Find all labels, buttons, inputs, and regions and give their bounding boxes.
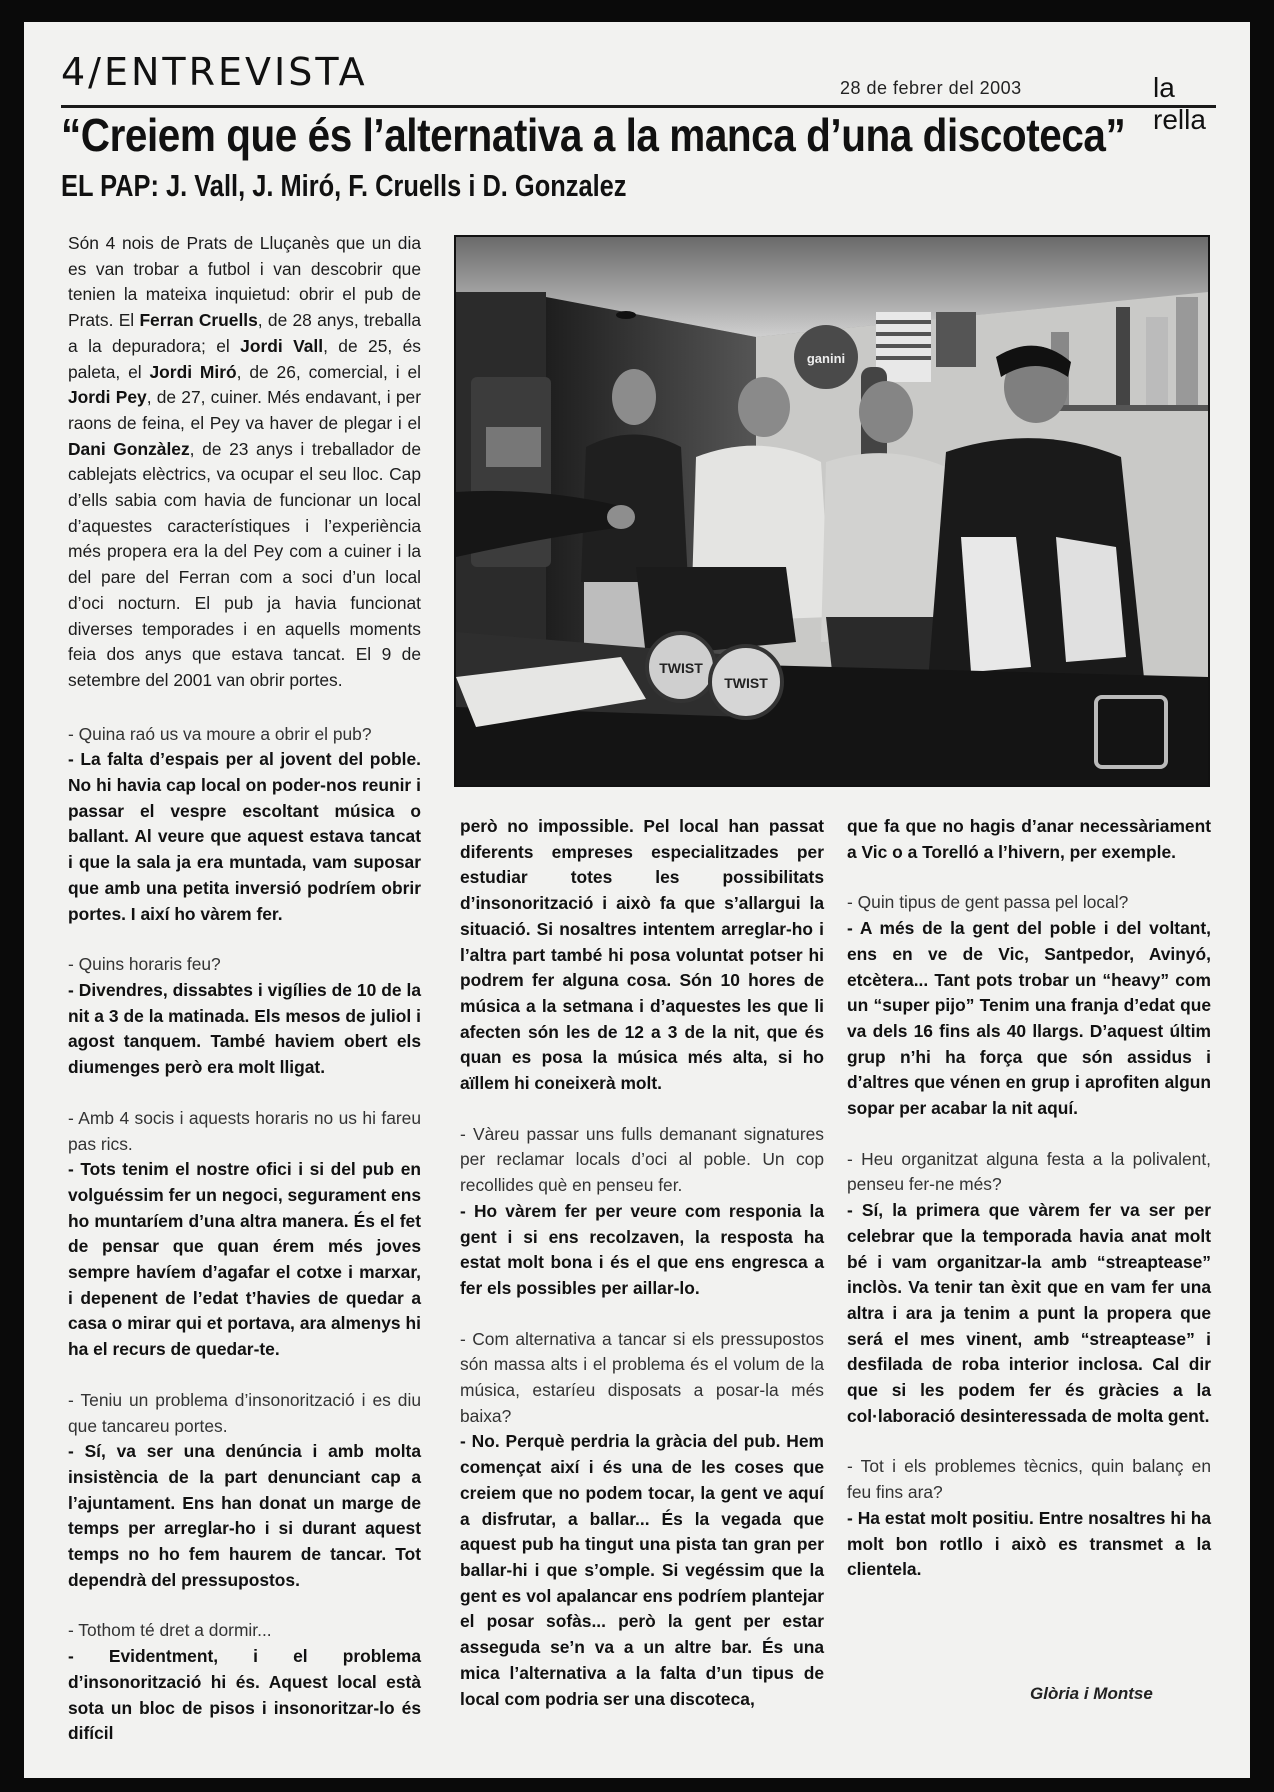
qa-block bbox=[847, 1147, 1211, 1430]
name-jordi-pey: Jordi Pey bbox=[68, 387, 147, 408]
wall-panel bbox=[936, 312, 976, 367]
photo-illustration bbox=[456, 237, 1208, 785]
section-label: 4/ENTREVISTA bbox=[61, 50, 368, 94]
answer: - Ho vàrem fer per veure com responia la gent i si ens recolzaven, la resposta ha estat molt bona i és el que ens engresca a fer els possibles per aillar-lo. bbox=[460, 1200, 824, 1298]
question: - Teniu un problema d’insonorització i es diu que tancareu portes. bbox=[68, 1389, 421, 1436]
qa-block bbox=[847, 890, 1211, 1121]
column-2 bbox=[460, 814, 824, 1737]
qa-block bbox=[68, 722, 421, 928]
headline: “Creiem que és l’alternativa a la manca d’una discoteca” bbox=[61, 109, 1126, 161]
question: - Tothom té dret a dormir... bbox=[68, 1620, 272, 1641]
person-1-head bbox=[612, 369, 656, 425]
person-3-head bbox=[859, 381, 913, 443]
question: - Quin tipus de gent passa pel local? bbox=[847, 892, 1129, 913]
qa-block bbox=[68, 1106, 421, 1363]
twist-cap-1-label: TWIST bbox=[659, 660, 703, 676]
name-jordi-miro: Jordi Miró bbox=[149, 361, 237, 382]
answer: - A més de la gent del poble i del voltant, ens en ve de Vic, Santpedor, Avinyó, etcètera... Tant pots trobar un “heavy” com un “super pijo” Tenim una franja d’edat que va dels 16 fins als 40 llargs. D’aquest últim grup n’hi ha força que són assidus i d’altres que vénen en grup i aprofiten algun sopar per acabar la nit aquí. bbox=[847, 918, 1211, 1119]
qa-block bbox=[68, 952, 421, 1081]
question: - Amb 4 socis i aquests horaris no us hi fareu pas rics. bbox=[68, 1107, 421, 1154]
answer: - Tots tenim el nostre ofici i si del pub en volguéssim fer un negoci, segurament ens ho muntaríem d’una altra manera. És el fet de pensar que quan érem més joves sempre havíem d’agafar el cotxe i marxar, i depenent de l’edat t’havies de quedar a casa o mirar qui et portava, ara almenys hi ha el recurs de quedar-te. bbox=[68, 1159, 421, 1360]
byline: Glòria i Montse bbox=[1030, 1684, 1153, 1703]
answer: - Sí, va ser una denúncia i amb molta insistència de la part denunciant cap a l’ajuntament. Ens han donat un marge de temps per arreglar-ho i si durant aquest temps no ho fem haurem de tancar. Tot dependrà del pressupostos. bbox=[68, 1441, 421, 1590]
answer: - Evidentment, i el problema d’insonorització hi és. Aquest local està sota un bloc de pisos i insonoritzar-lo és difícil bbox=[68, 1646, 421, 1744]
question: - Heu organitzat alguna festa a la polivalent, penseu fer-ne més? bbox=[847, 1148, 1211, 1195]
column-1 bbox=[68, 231, 421, 1772]
answer: - La falta d’espais per al jovent del poble. No hi havia cap local on poder-nos reunir i passar el vespre escoltant música o ballant. Al veure que aquest estava tancat i que la sala ja era muntada, vam suposar que amb una petita inversió podríem obrir portes. I així ho vàrem fer. bbox=[68, 749, 421, 924]
question: - Vàreu passar uns fulls demanant signatures per reclamar locals d’oci al poble. Un cop recollides què en penseu fer. bbox=[460, 1123, 824, 1196]
newspaper-page bbox=[24, 22, 1250, 1778]
interview-photo bbox=[454, 235, 1210, 787]
question: - Quina raó us va moure a obrir el pub? bbox=[68, 723, 372, 744]
answer: - Sí, la primera que vàrem fer va ser per celebrar que la temporada havia anat molt bé i vam organitzar-la amb “streaptease” inclòs. Va tenir tan èxit que en vam fer una altra i ara ja tenim a punt la propera que será el mes vinent, amb “streaptease” i desfilada de roba interior inclosa. Cal dir que si les podem fer és gràcies a la col·laboració desinteressada de molta gent. bbox=[847, 1200, 1211, 1426]
publication-name: la rella bbox=[1153, 72, 1206, 135]
name-dani: Dani Gonzàlez bbox=[68, 438, 190, 459]
intro-paragraph: Són 4 nois de Prats de Lluçanès que un dia es van trobar a futbol i van descobrir que tenien la mateixa inquietud: obrir el pub de Prats. El Ferran Cruells, de 28 anys, treballa a la depuradora; el Jordi Vall, de 25, és paleta, el Jordi Miró, de 26, comercial, i el Jordi Pey, de 27, cuiner. Més endavant, i per raons de feina, el Pey va haver de plegar i el Dani Gonzàlez, de 23 anys i treballador de cablejats elèctrics, va ocupar el seu lloc. Cap d’ells sabia com havia de funcionar un local d’aquestes característiques i l’experiència més propera era la del Pey com a cuiner i la del pare del Ferran com a soci d’un local d’oci nocturn. El pub ja havia funcionat diverses temporades i en aquells moments feia dos anys que estava tancat. El 9 de setembre del 2001 van obrir portes. bbox=[68, 233, 422, 690]
answer: però no impossible. Pel local han passat diferents empreses especialitzades per estudiar totes les possibilitats d’insonorització i això fa que s’allargui la situació. Si nosaltres intentem arreglar-ho i l’altra part també hi posa voluntat potser hi podrem fer alguna cosa. Són 10 hores de música a la setmana i d’aquestes les que li afecten són les de 12 a 3 de la nit, que és quan es posa la música més alta, si ho aïllem hi coneixerà molt. bbox=[460, 816, 824, 1094]
answer: - Ha estat molt positiu. Entre nosaltres hi ha molt bon rotllo i això es transmet a la clientela. bbox=[847, 1507, 1211, 1580]
qa-block bbox=[460, 1122, 824, 1302]
twist-cap-2-label: TWIST bbox=[724, 675, 768, 691]
subheadline: EL PAP: J. Vall, J. Miró, F. Cruells i D. Gonzalez bbox=[61, 168, 627, 203]
question: - Tot i els problemes tècnics, quin balanç en feu fins ara? bbox=[847, 1456, 1211, 1503]
qa-block bbox=[68, 1618, 421, 1747]
answer: que fa que no hagis d’anar necessàriament a Vic o a Torelló a l’hivern, per exemple. bbox=[847, 816, 1211, 862]
question: - Com alternativa a tancar si els pressupostos són massa alts i el problema és el volum de la música, estaríeu disposats a posar-la més baixa? bbox=[460, 1328, 824, 1426]
name-jordi-vall: Jordi Vall bbox=[240, 335, 324, 356]
column-3 bbox=[847, 814, 1211, 1608]
issue-date: 28 de febrer del 2003 bbox=[840, 78, 1022, 98]
answer-continued bbox=[847, 814, 1211, 865]
person-2-head bbox=[738, 377, 790, 437]
name-ferran: Ferran Cruells bbox=[139, 310, 258, 331]
answer: - Divendres, dissabtes i vigílies de 10 de la nit a 3 de la matinada. Els mesos de juliol i agost tanquem. També haviem obert els diumenges però era molt lligat. bbox=[68, 979, 421, 1078]
sign-text: ganini bbox=[806, 351, 846, 366]
answer: - No. Perquè perdria la gràcia del pub. Hem començat així i és una de les coses que creiem que no podem tocar, la gent ve aquí a disfrutar, a ballar... És la vegada que aquest pub ha tingut una pista tan gran per ballar-hi i que s’omple. Si vegéssim que la gent es vol apalancar ens podríem plantejar el posar sofàs... però la gent per estar asseguda se’n va a un altre bar. És una mica l’alternativa a la falta d’un tipus de local com podria ser una discoteca, bbox=[460, 1431, 824, 1709]
qa-block bbox=[847, 1454, 1211, 1583]
qa-block bbox=[460, 1327, 824, 1713]
qa-block bbox=[68, 1388, 421, 1594]
question: - Quins horaris feu? bbox=[68, 954, 221, 975]
answer-continued bbox=[460, 814, 824, 1097]
